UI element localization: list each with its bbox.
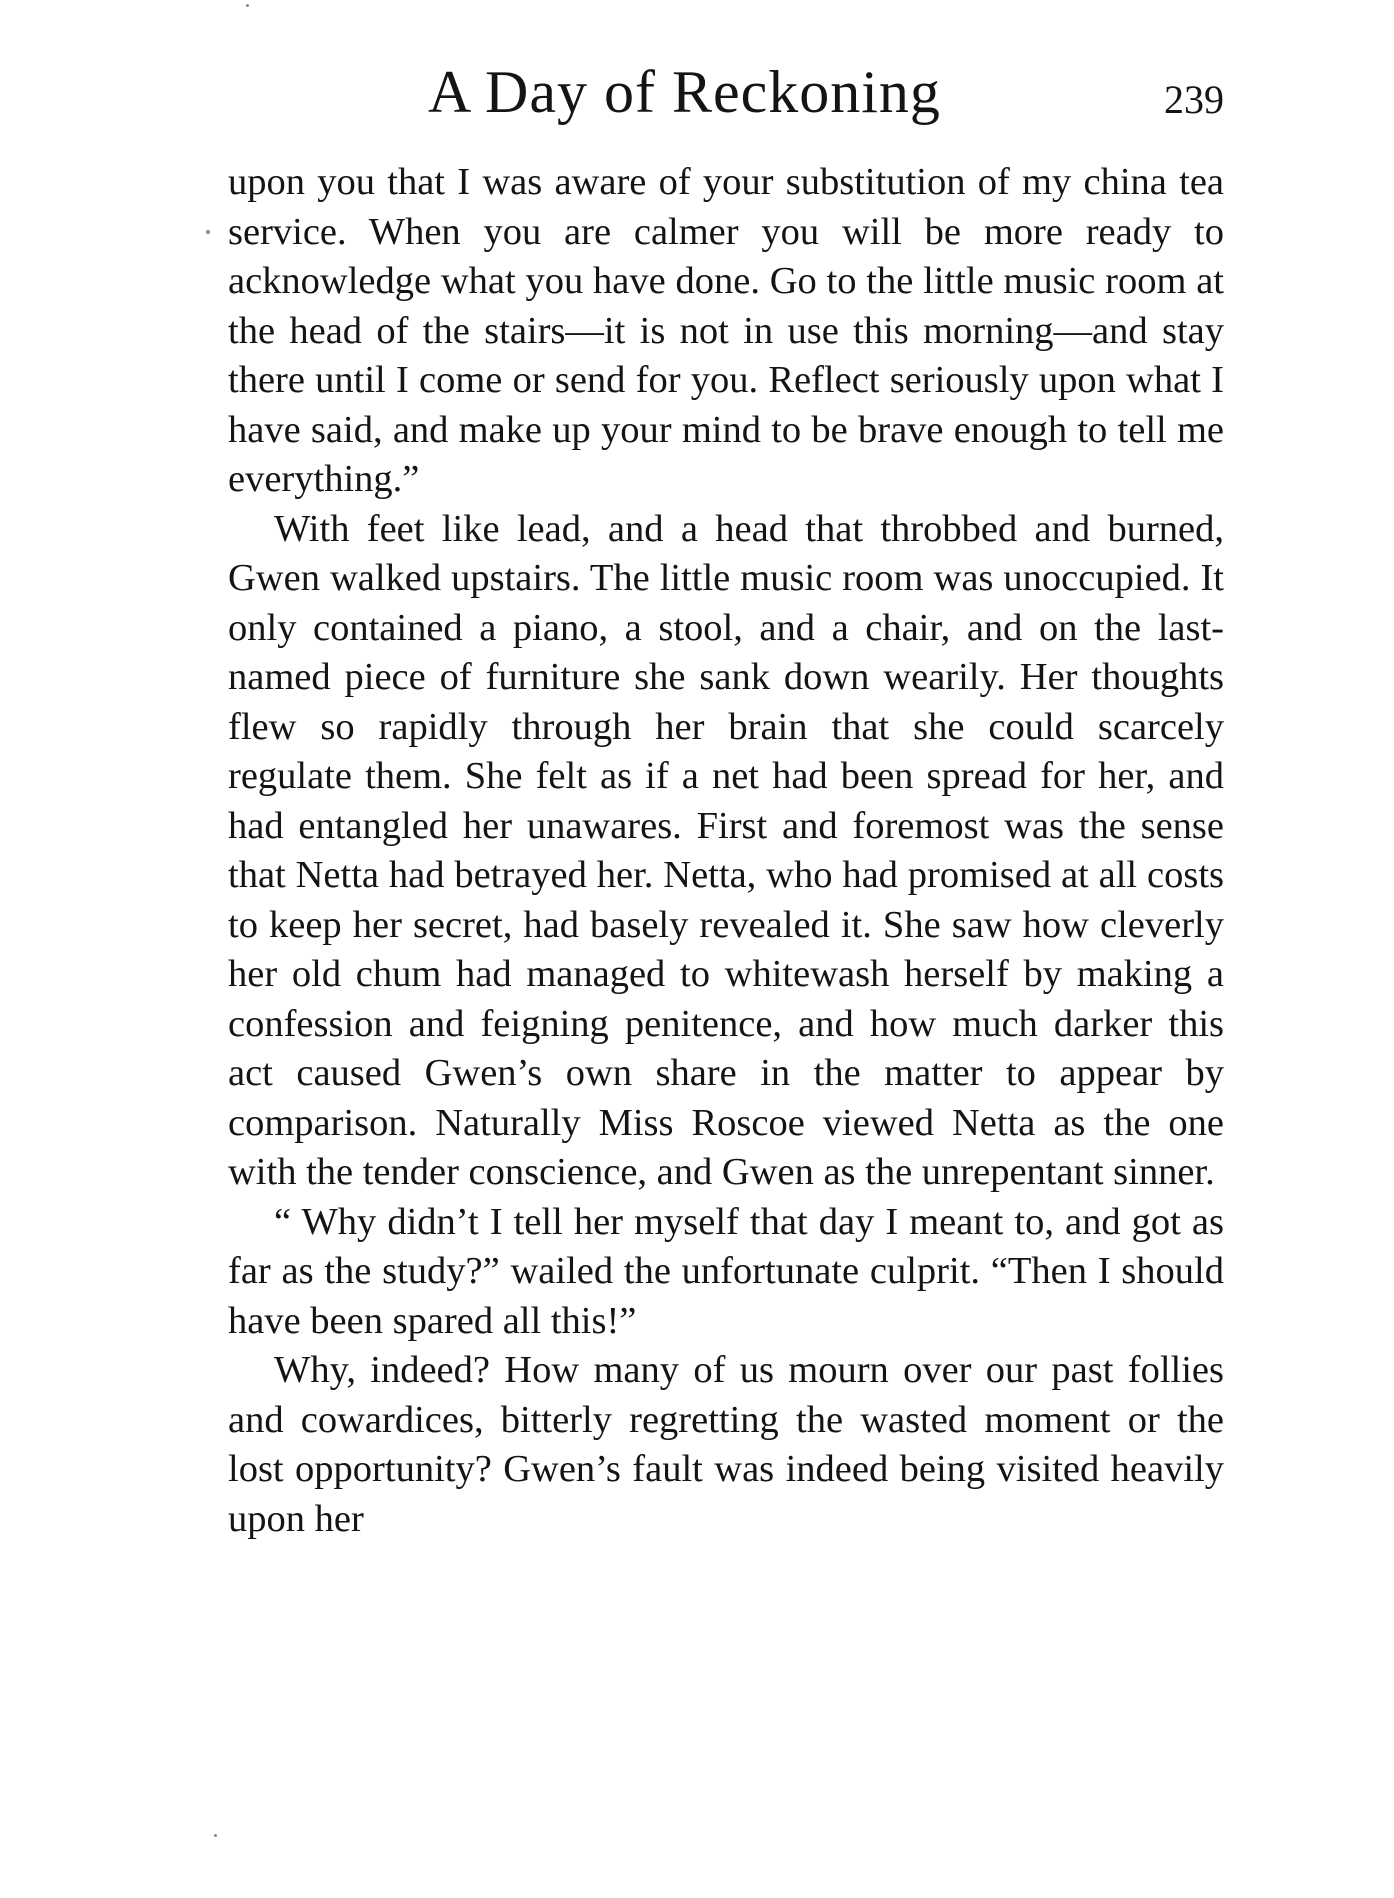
scan-speck — [246, 4, 249, 7]
scan-speck — [214, 1834, 217, 1837]
paragraph-gwen-wails: “ Why didn’t I tell her myself that day I meant to, and got as far as the study?” wailed the unfortunate culprit. “Then I should have been spared all this!” — [228, 1200, 1224, 1342]
scan-speck — [206, 230, 210, 234]
paragraph-continued-speech: upon you that I was aware of your substitution of my china tea service. When you are calmer you will be more ready to acknowledge what you have done. Go to the little music room at the head of the stairs—it is not in use this morning—and stay there until I come or send for you. Reflect seriously upon what I have said, and make up your mind to be brave enough to tell me everything.” — [228, 161, 1224, 500]
paragraph-gwen-walks-upstairs: With feet like lead, and a head that throbbed and burned, Gwen walked upstairs. The little music room was unoccupied. It only contained a piano, a stool, and a chair, and on the last-named piece of furniture she sank down wearily. Her thoughts flew so rapidly through her brain that she could scarcely regulate them. She felt as if a net had been spread for her, and had entangled her unawares. First and foremost was the sense that Netta had betrayed her. Netta, who had promised at all costs to keep her secret, had basely revealed it. She saw how cleverly her old chum had managed to whitewash herself by making a confession and feigning penitence, and how much darker this act caused Gwen’s own share in the matter to appear by comparison. Naturally Miss Roscoe viewed Netta as the one with the tender conscience, and Gwen as the unrepentant sinner. — [228, 507, 1224, 1193]
running-head — [228, 52, 1224, 132]
body-text — [228, 158, 1224, 1544]
chapter-title: A Day of Reckoning — [428, 59, 941, 125]
paragraph-why-indeed: Why, indeed? How many of us mourn over our past follies and cowardices, bitterly regretting the wasted moment or the lost opportunity? Gwen’s fault was indeed being visited heavily upon her — [228, 1349, 1224, 1540]
page-number: 239 — [1164, 77, 1224, 122]
